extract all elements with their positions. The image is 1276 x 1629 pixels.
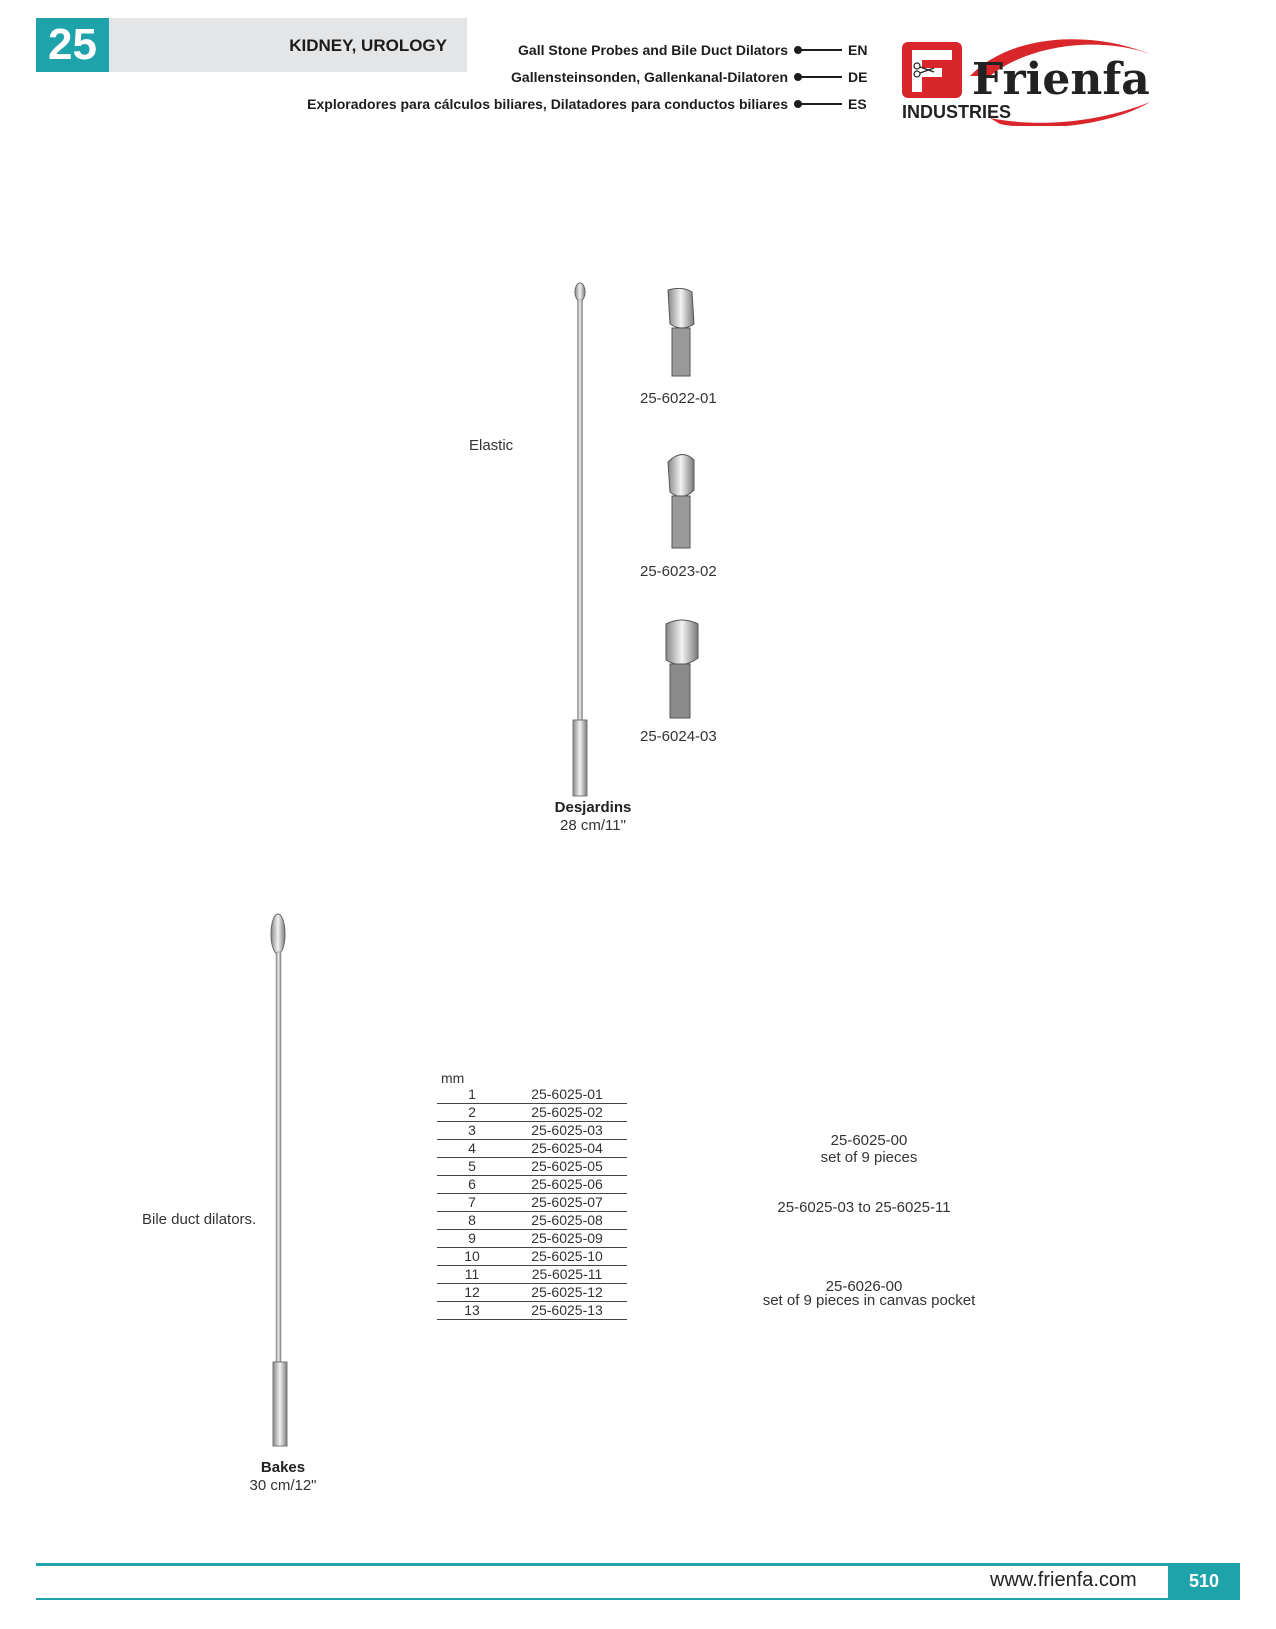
desjardins-name: Desjardins <box>554 799 632 816</box>
table-row <box>437 1302 627 1320</box>
tip-code-2: 25-6023-02 <box>640 563 717 580</box>
chapter-number: 25 <box>36 18 109 72</box>
language-row-de <box>511 67 872 87</box>
table-row <box>437 1212 627 1230</box>
bile-duct-label: Bile duct dilators. <box>142 1211 257 1228</box>
frienfa-logo <box>900 36 1180 126</box>
size-mm-cell: 12 <box>437 1284 507 1302</box>
lang-code-en: EN <box>848 42 868 58</box>
title-de: Gallensteinsonden, Gallenkanal-Dilatoren <box>511 69 788 85</box>
article-code-cell: 25-6025-04 <box>507 1140 627 1158</box>
website-link[interactable]: www.frienfa.com <box>990 1569 1137 1591</box>
language-row-es <box>307 94 872 114</box>
set2-desc: set of 9 pieces in canvas pocket <box>762 1292 976 1309</box>
size-mm-cell: 9 <box>437 1230 507 1248</box>
desjardins-probe-image <box>560 280 600 800</box>
size-mm-cell: 6 <box>437 1176 507 1194</box>
table-row <box>437 1104 627 1122</box>
footer-divider-bottom <box>36 1598 1240 1600</box>
tip-code-3: 25-6024-03 <box>640 728 717 745</box>
tip-image-6022 <box>664 288 700 378</box>
table-row <box>437 1158 627 1176</box>
article-code-cell: 25-6025-05 <box>507 1158 627 1176</box>
article-code-cell: 25-6025-06 <box>507 1176 627 1194</box>
size-table <box>437 1086 627 1320</box>
set1-code: 25-6025-00 <box>830 1132 908 1149</box>
size-mm-cell: 7 <box>437 1194 507 1212</box>
table-row <box>437 1266 627 1284</box>
article-code-cell: 25-6025-09 <box>507 1230 627 1248</box>
article-code-cell: 25-6025-08 <box>507 1212 627 1230</box>
elastic-label: Elastic <box>469 437 514 454</box>
tip-image-6023 <box>662 452 702 552</box>
article-code-cell: 25-6025-12 <box>507 1284 627 1302</box>
bakes-dilator-image <box>264 912 304 1450</box>
page-number: 510 <box>1168 1563 1240 1600</box>
connector-line <box>796 103 842 105</box>
language-row-en <box>518 40 872 60</box>
table-row <box>437 1176 627 1194</box>
size-mm-cell: 13 <box>437 1302 507 1320</box>
size-mm-cell: 8 <box>437 1212 507 1230</box>
connector-line <box>796 76 842 78</box>
size-mm-cell: 11 <box>437 1266 507 1284</box>
lang-code-de: DE <box>848 69 868 85</box>
set1-desc: set of 9 pieces <box>820 1149 918 1166</box>
table-row <box>437 1122 627 1140</box>
title-es: Exploradores para cálculos biliares, Dilatadores para conductos biliares <box>307 96 788 112</box>
set2-code: 25-6026-00 <box>825 1278 903 1295</box>
table-row <box>437 1248 627 1266</box>
desjardins-size: 28 cm/11" <box>560 817 626 834</box>
article-code-cell: 25-6025-02 <box>507 1104 627 1122</box>
footer-divider-top <box>36 1563 1240 1566</box>
range-text: 25-6025-03 to 25-6025-11 <box>777 1199 951 1216</box>
bakes-name: Bakes <box>260 1459 306 1476</box>
size-mm-cell: 4 <box>437 1140 507 1158</box>
size-mm-cell: 2 <box>437 1104 507 1122</box>
table-row <box>437 1284 627 1302</box>
size-mm-cell: 5 <box>437 1158 507 1176</box>
size-mm-cell: 1 <box>437 1086 507 1104</box>
logo-wordmark: Frienfa <box>972 54 1150 105</box>
size-mm-cell: 3 <box>437 1122 507 1140</box>
table-header-mm: mm <box>441 1070 465 1086</box>
table-row <box>437 1140 627 1158</box>
article-code-cell: 25-6025-11 <box>507 1266 627 1284</box>
article-code-cell: 25-6025-03 <box>507 1122 627 1140</box>
article-code-cell: 25-6025-07 <box>507 1194 627 1212</box>
title-en: Gall Stone Probes and Bile Duct Dilators <box>518 42 788 58</box>
tip-image-6024 <box>660 618 704 720</box>
table-row <box>437 1086 627 1104</box>
article-code-cell: 25-6025-13 <box>507 1302 627 1320</box>
tip-code-1: 25-6022-01 <box>640 390 717 407</box>
lang-code-es: ES <box>848 96 867 112</box>
bakes-size: 30 cm/12" <box>249 1477 317 1494</box>
size-mm-cell: 10 <box>437 1248 507 1266</box>
logo-subtitle: INDUSTRIES <box>902 102 1012 122</box>
article-code-cell: 25-6025-01 <box>507 1086 627 1104</box>
table-row <box>437 1194 627 1212</box>
article-code-cell: 25-6025-10 <box>507 1248 627 1266</box>
logo-graphic <box>900 36 1180 126</box>
chapter-title: KIDNEY, UROLOGY <box>289 36 447 55</box>
connector-line <box>796 49 842 51</box>
table-row <box>437 1230 627 1248</box>
chapter-title-band <box>109 18 467 72</box>
